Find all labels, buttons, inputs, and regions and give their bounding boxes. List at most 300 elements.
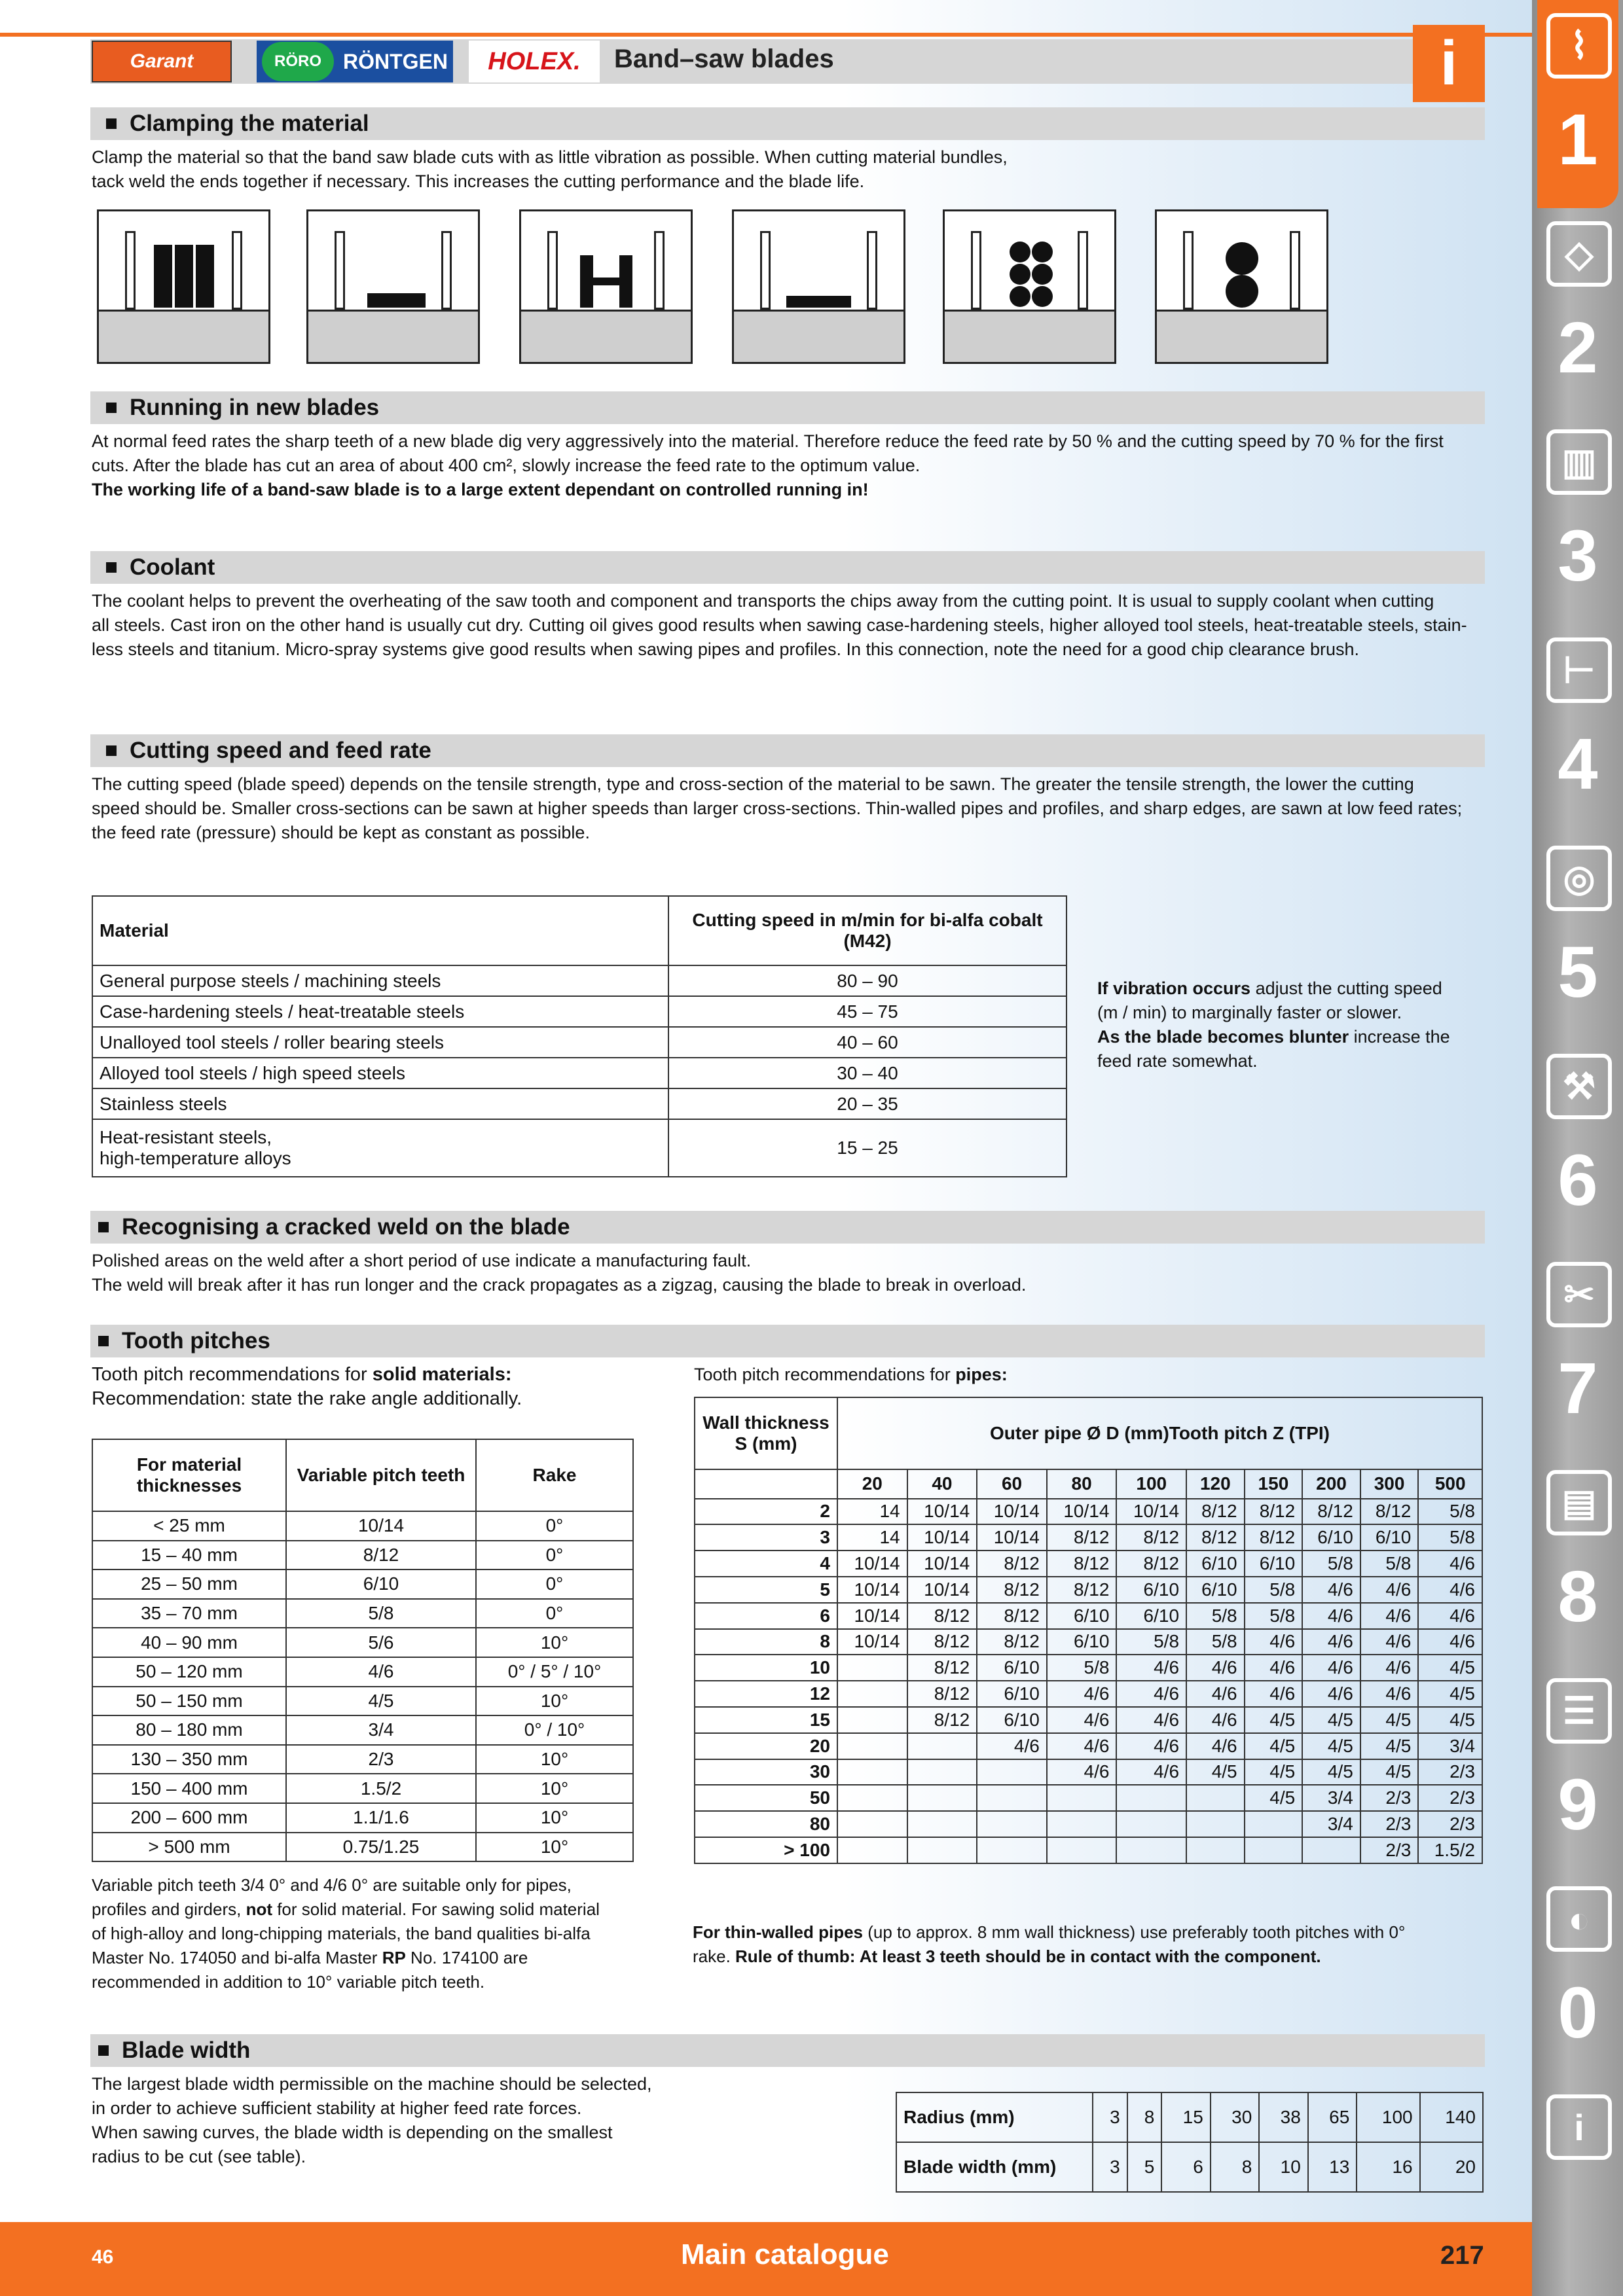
table-cell: 8/12: [907, 1603, 977, 1629]
table-cell: 4/5: [1418, 1655, 1482, 1681]
wall-thickness-cell: 8: [695, 1629, 837, 1655]
table-cell: 8/12: [1245, 1499, 1303, 1525]
table-cell: 35 – 70 mm: [92, 1599, 286, 1628]
section-heading: [90, 391, 1485, 424]
column-header: 120: [1186, 1469, 1245, 1499]
table-cell: 3/4: [1302, 1811, 1360, 1837]
vise-jaw: [971, 231, 981, 310]
table-cell: 4/6: [1418, 1577, 1482, 1603]
vise-jaw: [760, 231, 771, 310]
table-cell: [977, 1811, 1047, 1837]
weld-text: [92, 1249, 1480, 1297]
table-cell: 10°: [476, 1774, 633, 1803]
cabinet-icon: ☰: [1546, 1678, 1612, 1744]
table-cell: 3: [1093, 2142, 1127, 2192]
table-cell: 4/5: [1245, 1707, 1303, 1733]
table-cell: 4/5: [1360, 1707, 1419, 1733]
table-cell: 8/12: [907, 1681, 977, 1707]
table-cell: 150 – 400 mm: [92, 1774, 286, 1803]
table-cell: 4/6: [1186, 1707, 1245, 1733]
table-cell: 5/8: [1418, 1499, 1482, 1525]
table-cell: < 25 mm: [92, 1511, 286, 1541]
table-cell: 4/6: [1116, 1759, 1186, 1785]
table-cell: [837, 1707, 907, 1733]
table-cell: 10/14: [907, 1499, 977, 1525]
section-heading: [90, 734, 1485, 767]
safety-icon: ◐: [1546, 1886, 1612, 1952]
text-line: The largest blade width permissible on the machine should be selected,: [92, 2074, 652, 2094]
section-heading: [90, 107, 1485, 140]
table-cell: [1047, 1837, 1117, 1863]
table-cell: 10/14: [977, 1524, 1047, 1551]
table-cell: [907, 1837, 977, 1863]
column-header: Wall thickness S (mm): [695, 1397, 837, 1469]
wall-thickness-cell: 2: [695, 1499, 837, 1525]
column-header: Outer pipe Ø D (mm)Tooth pitch Z (TPI): [837, 1397, 1482, 1469]
table-cell: 4/6: [1245, 1629, 1303, 1655]
table-cell: 38: [1259, 2092, 1308, 2142]
vise-jaw: [441, 231, 452, 310]
table-cell: 8/12: [1302, 1499, 1360, 1525]
table-cell: 10/14: [907, 1551, 977, 1577]
table-cell: 0°: [476, 1599, 633, 1628]
radius-row: [896, 2092, 1483, 2142]
table-cell: 20 – 35: [668, 1088, 1067, 1119]
vise-jaw: [1290, 231, 1300, 310]
blade-width-row: [896, 2142, 1483, 2192]
table-cell: 4/5: [1186, 1759, 1245, 1785]
bullet-square-icon: [98, 2045, 109, 2056]
tab-number: 1: [1558, 99, 1598, 180]
table-row: [695, 1733, 1482, 1759]
vise-base: [734, 310, 903, 362]
top-rule: [0, 33, 1532, 37]
wrench-icon: ⚒: [1546, 1054, 1612, 1119]
flat-bar: [361, 293, 426, 308]
table-cell: 10/14: [977, 1499, 1047, 1525]
table-cell: 4/6: [1047, 1681, 1117, 1707]
clamp-diagram-bundle: [97, 209, 270, 364]
pipe-intro: [694, 1363, 1349, 1387]
table-cell: 8/12: [907, 1629, 977, 1655]
table-cell: 10°: [476, 1745, 633, 1774]
vise-base: [308, 310, 478, 362]
text-span: For thin-walled pipes: [693, 1922, 864, 1942]
table-row: [695, 1681, 1482, 1707]
table-cell: 8/12: [1186, 1524, 1245, 1551]
table-cell: 0.75/1.25: [286, 1833, 476, 1862]
text-line: cuts. After the blade has cut an area of about 400 cm², slowly increase the feed rate to the optimum value.: [92, 456, 921, 475]
clamp-diagram-ibeam: [519, 209, 693, 364]
tab-chapter-5[interactable]: [1537, 833, 1618, 1041]
heading-text: Tooth pitches: [122, 1328, 270, 1354]
tab-number: 7: [1558, 1348, 1598, 1429]
tab-chapter-9[interactable]: [1537, 1665, 1618, 1873]
table-cell: 80 – 180 mm: [92, 1715, 286, 1745]
vise-jaw: [654, 231, 665, 310]
table-cell: [1116, 1811, 1186, 1837]
table-cell: 8/12: [977, 1577, 1047, 1603]
table-cell: [907, 1785, 977, 1811]
table-cell: 15 – 40 mm: [92, 1541, 286, 1570]
table-cell: 4/5: [1302, 1707, 1360, 1733]
table-cell: 6/10: [1186, 1577, 1245, 1603]
table-cell: 30 – 40: [668, 1058, 1067, 1088]
table-cell: 1.1/1.6: [286, 1803, 476, 1833]
table-cell: Stainless steels: [92, 1088, 668, 1119]
table-cell: 4/6: [1245, 1655, 1303, 1681]
table-cell: 4/6: [1302, 1603, 1360, 1629]
table-cell: 6/10: [1047, 1603, 1117, 1629]
tab-number: 3: [1558, 516, 1598, 596]
clamp-diagram-round-bundle: [943, 209, 1116, 364]
table-cell: 5/8: [1418, 1524, 1482, 1551]
vise-jaw: [547, 231, 558, 310]
info-icon[interactable]: i: [1413, 25, 1485, 102]
tab-chapter-6[interactable]: [1537, 1041, 1618, 1249]
drill-icon: ⌇: [1546, 13, 1612, 79]
tab-chapter-0[interactable]: [1537, 1873, 1618, 2081]
table-row: [695, 1707, 1482, 1733]
table-row: [695, 1811, 1482, 1837]
table-cell: 6/10: [1047, 1629, 1117, 1655]
text-span: RP: [382, 1948, 406, 1967]
insert-icon: ◇: [1546, 221, 1612, 287]
table-row: [695, 1551, 1482, 1577]
table-cell: [907, 1811, 977, 1837]
text-line: the feed rate (pressure) should be kept as constant as possible.: [92, 823, 590, 842]
table-cell: 2/3: [1360, 1811, 1419, 1837]
text-span: pipes:: [955, 1365, 1008, 1384]
text-span: (up to approx. 8 mm wall thickness) use preferably tooth pitches with 0°: [863, 1922, 1406, 1942]
table-cell: 4/6: [1116, 1707, 1186, 1733]
table-cell: 0°: [476, 1511, 633, 1541]
table-cell: 10/14: [1047, 1499, 1117, 1525]
table-cell: Unalloyed tool steels / roller bearing steels: [92, 1027, 668, 1058]
table-cell: 10°: [476, 1833, 633, 1862]
table-cell: 6/10: [1116, 1577, 1186, 1603]
table-row: [695, 1603, 1482, 1629]
table-cell: 10/14: [907, 1524, 977, 1551]
table-row: [695, 1785, 1482, 1811]
table-cell: 8: [1211, 2142, 1260, 2192]
table-cell: 0°: [476, 1541, 633, 1570]
table-cell: 0° / 5° / 10°: [476, 1657, 633, 1687]
table-cell: 25 – 50 mm: [92, 1570, 286, 1599]
table-cell: 8/12: [286, 1541, 476, 1570]
column-header: 60: [977, 1469, 1047, 1499]
note-bold: If vibration occurs: [1097, 978, 1251, 998]
tab-number: 2: [1558, 308, 1598, 388]
vise-jaw: [1078, 231, 1088, 310]
table-cell: 15: [1161, 2092, 1211, 2142]
heading-text: Coolant: [130, 554, 215, 580]
table-cell: [837, 1655, 907, 1681]
tab-chapter-3[interactable]: [1537, 416, 1618, 624]
table-cell: 15 – 25: [668, 1119, 1067, 1177]
tab-number: 9: [1558, 1765, 1598, 1845]
clamp-diagram-flat: [306, 209, 480, 364]
table-cell: [1302, 1837, 1360, 1863]
table-cell: 2/3: [1360, 1785, 1419, 1811]
table-cell: 8/12: [977, 1551, 1047, 1577]
column-header: 100: [1116, 1469, 1186, 1499]
table-cell: 6/10: [1360, 1524, 1419, 1551]
table-cell: 2/3: [286, 1745, 476, 1774]
table-cell: 130 – 350 mm: [92, 1745, 286, 1774]
table-cell: 5/8: [1116, 1629, 1186, 1655]
table-cell: 50 – 120 mm: [92, 1657, 286, 1687]
solid-pitch-table: [92, 1439, 634, 1862]
table-row: [695, 1499, 1482, 1525]
column-header: For material thicknesses: [92, 1439, 286, 1511]
table-cell: 200 – 600 mm: [92, 1803, 286, 1833]
saw-blade-icon: ◎: [1546, 846, 1612, 911]
chuck-icon: ▥: [1546, 429, 1612, 495]
table-cell: 5/8: [1302, 1551, 1360, 1577]
table-cell: 3/4: [286, 1715, 476, 1745]
table-cell: 20: [1420, 2142, 1483, 2192]
table-cell: 140: [1420, 2092, 1483, 2142]
table-cell: 16: [1357, 2142, 1419, 2192]
table-cell: 5: [1127, 2142, 1162, 2192]
wall-thickness-cell: 15: [695, 1707, 837, 1733]
table-cell: [1047, 1811, 1117, 1837]
table-cell: 8/12: [1047, 1577, 1117, 1603]
width-text: [92, 2072, 720, 2169]
wall-thickness-cell: 80: [695, 1811, 837, 1837]
column-header: Cutting speed in m/min for bi-alfa cobalt (M42): [668, 896, 1067, 965]
coolant-text: [92, 589, 1480, 662]
table-cell: 5/8: [1245, 1603, 1303, 1629]
bullet-square-icon: [98, 1222, 109, 1232]
text-line: When sawing curves, the blade width is depending on the smallest: [92, 2123, 613, 2142]
bullet-square-icon: [106, 118, 117, 129]
holex-logo: HOLEX.: [469, 41, 600, 82]
table-cell: 10°: [476, 1628, 633, 1657]
table-cell: [1186, 1785, 1245, 1811]
table-cell: 4/5: [1418, 1707, 1482, 1733]
text-span: profiles and girders,: [92, 1899, 246, 1919]
square-bar-bundle: [154, 245, 217, 308]
table-row: [695, 1629, 1482, 1655]
vise-jaw: [232, 231, 242, 310]
text-span: Tooth pitch recommendations for: [694, 1365, 956, 1384]
column-header: Material: [92, 896, 668, 965]
text-span: solid materials:: [372, 1364, 512, 1385]
text-span: Rule of thumb: At least 3 teeth should be in contact with the component.: [735, 1946, 1321, 1966]
tab-number: 5: [1558, 932, 1598, 1013]
column-header: 40: [907, 1469, 977, 1499]
table-cell: 8/12: [907, 1707, 977, 1733]
table-cell: 6/10: [1245, 1551, 1303, 1577]
roentgen-text: RÖNTGEN: [343, 49, 448, 73]
cutting-speed-table: [92, 895, 1067, 1177]
table-cell: 45 – 75: [668, 996, 1067, 1027]
table-row: [695, 1524, 1482, 1551]
table-cell: 4/6: [1047, 1707, 1117, 1733]
table-cell: 4/6: [1047, 1759, 1117, 1785]
vibration-note: [1097, 977, 1451, 1073]
table-cell: 10/14: [837, 1577, 907, 1603]
table-cell: [837, 1785, 907, 1811]
table-cell: 4/5: [1302, 1759, 1360, 1785]
round-bar-bundle: [998, 241, 1064, 308]
table-cell: 30: [1211, 2092, 1260, 2142]
running-text: [92, 429, 1480, 502]
text-line: Variable pitch teeth 3/4 0° and 4/6 0° are suitable only for pipes,: [92, 1875, 572, 1895]
text-line: Recommendation: state the rake angle additionally.: [92, 1388, 522, 1409]
table-cell: 5/8: [1245, 1577, 1303, 1603]
table-cell: [837, 1811, 907, 1837]
table-cell: 40 – 90 mm: [92, 1628, 286, 1657]
wall-thickness-cell: > 100: [695, 1837, 837, 1863]
table-cell: 8/12: [1116, 1524, 1186, 1551]
table-cell: 6/10: [977, 1655, 1047, 1681]
text-line: tack weld the ends together if necessary. This increases the cutting performance and the blade life.: [92, 171, 865, 191]
solid-intro: [92, 1363, 681, 1411]
table-cell: 4/6: [1360, 1629, 1419, 1655]
section-heading: [90, 1325, 1485, 1357]
table-cell: 4/6: [1186, 1733, 1245, 1759]
table-cell: 5/6: [286, 1628, 476, 1657]
table-cell: 3/4: [1418, 1733, 1482, 1759]
table-cell: 4/6: [1047, 1733, 1117, 1759]
table-cell: 14: [837, 1499, 907, 1525]
table-cell: [907, 1733, 977, 1759]
table-cell: [1047, 1785, 1117, 1811]
tab-number: 6: [1558, 1140, 1598, 1221]
tab-chapter-8[interactable]: [1537, 1457, 1618, 1665]
table-cell: 8/12: [1245, 1524, 1303, 1551]
table-cell: 4/6: [1302, 1629, 1360, 1655]
tab-chapter-1[interactable]: [1537, 0, 1618, 208]
table-cell: 6/10: [977, 1681, 1047, 1707]
table-cell: 14: [837, 1524, 907, 1551]
tab-chapter-4[interactable]: [1537, 624, 1618, 833]
wall-thickness-cell: 30: [695, 1759, 837, 1785]
wall-thickness-cell: 4: [695, 1551, 837, 1577]
table-cell: 5/8: [286, 1599, 476, 1628]
text-span: not: [246, 1899, 272, 1919]
heading-text: Running in new blades: [130, 395, 380, 420]
table-cell: 10/14: [837, 1603, 907, 1629]
table-cell: 5/8: [1360, 1551, 1419, 1577]
table-cell: 6: [1161, 2142, 1211, 2192]
bullet-square-icon: [106, 745, 117, 756]
heading-text: Blade width: [122, 2037, 251, 2063]
table-cell: 4/6: [1360, 1577, 1419, 1603]
table-cell: 4/6: [1245, 1681, 1303, 1707]
vise-jaw: [125, 231, 136, 310]
table-cell: 4/6: [1302, 1577, 1360, 1603]
table-cell: 1.5/2: [286, 1774, 476, 1803]
text-line: Polished areas on the weld after a short period of use indicate a manufacturing fault.: [92, 1251, 752, 1270]
text-line: recommended in addition to 10° variable pitch teeth.: [92, 1972, 485, 1992]
table-cell: 6/10: [286, 1570, 476, 1599]
table-cell: 4/5: [1245, 1759, 1303, 1785]
text-span: for solid material. For sawing solid material: [272, 1899, 600, 1919]
clamp-diagram-round-pair: [1155, 209, 1328, 364]
table-cell: 8: [1127, 2092, 1162, 2142]
table-cell: [977, 1785, 1047, 1811]
table-cell: 4/5: [1418, 1681, 1482, 1707]
pliers-icon: ✂: [1546, 1262, 1612, 1327]
table-cell: 8/12: [1186, 1499, 1245, 1525]
table-cell: [1116, 1837, 1186, 1863]
table-cell: [1186, 1811, 1245, 1837]
table-cell: 50 – 150 mm: [92, 1687, 286, 1716]
clamping-text: [92, 145, 1480, 194]
table-cell: 8/12: [1047, 1551, 1117, 1577]
tab-chapter-2[interactable]: [1537, 208, 1618, 416]
table-cell: 4/6: [1360, 1603, 1419, 1629]
note-text: increase the feed rate somewhat.: [1097, 1027, 1450, 1071]
table-cell: 13: [1308, 2142, 1357, 2192]
table-row: [695, 1577, 1482, 1603]
table-cell: 4/6: [286, 1657, 476, 1687]
table-cell: 6/10: [977, 1707, 1047, 1733]
table-cell: 100: [1357, 2092, 1419, 2142]
table-cell: Heat-resistant steels, high-temperature alloys: [92, 1119, 668, 1177]
table-cell: 4/6: [1186, 1655, 1245, 1681]
bullet-square-icon: [98, 1336, 109, 1346]
table-cell: [977, 1759, 1047, 1785]
table-cell: 10°: [476, 1687, 633, 1716]
table-row: [695, 1655, 1482, 1681]
bullet-square-icon: [106, 562, 117, 573]
wall-thickness-cell: 12: [695, 1681, 837, 1707]
table-cell: 4/6: [1302, 1681, 1360, 1707]
wall-thickness-cell: 6: [695, 1603, 837, 1629]
table-cell: [837, 1681, 907, 1707]
table-cell: 80 – 90: [668, 965, 1067, 996]
tab-number: 4: [1558, 724, 1598, 804]
table-cell: [1186, 1837, 1245, 1863]
table-cell: 4/6: [1360, 1681, 1419, 1707]
table-cell: 0° / 10°: [476, 1715, 633, 1745]
table-cell: [695, 1469, 837, 1499]
table-cell: [1245, 1811, 1303, 1837]
table-cell: 1.5/2: [1418, 1837, 1482, 1863]
solid-note: [92, 1873, 668, 1994]
table-cell: 2/3: [1360, 1837, 1419, 1863]
i-beam-profile: [574, 255, 638, 308]
table-cell: [837, 1837, 907, 1863]
table-cell: 10/14: [286, 1511, 476, 1541]
table-cell: 4/5: [1245, 1785, 1303, 1811]
table-cell: 3: [1093, 2092, 1127, 2142]
text-span: No. 174100 are: [405, 1948, 528, 1967]
table-cell: 10°: [476, 1803, 633, 1833]
table-cell: 2/3: [1418, 1811, 1482, 1837]
vise-base: [521, 310, 691, 362]
table-cell: 2/3: [1418, 1785, 1482, 1811]
tab-info[interactable]: [1537, 2081, 1618, 2212]
text-span: Master No. 174050 and bi-alfa Master: [92, 1948, 382, 1967]
pipe-note: [693, 1920, 1491, 1969]
heading-text: Recognising a cracked weld on the blade: [122, 1214, 570, 1240]
chapter-sidebar: [1532, 0, 1623, 2296]
tab-chapter-7[interactable]: [1537, 1249, 1618, 1457]
text-line: radius to be cut (see table).: [92, 2147, 306, 2166]
table-cell: [1116, 1785, 1186, 1811]
table-cell: 10/14: [837, 1551, 907, 1577]
footer-page-left: 46: [92, 2246, 114, 2268]
table-cell: 4/6: [1116, 1733, 1186, 1759]
vise-base: [99, 310, 268, 362]
table-cell: 4/6: [977, 1733, 1047, 1759]
